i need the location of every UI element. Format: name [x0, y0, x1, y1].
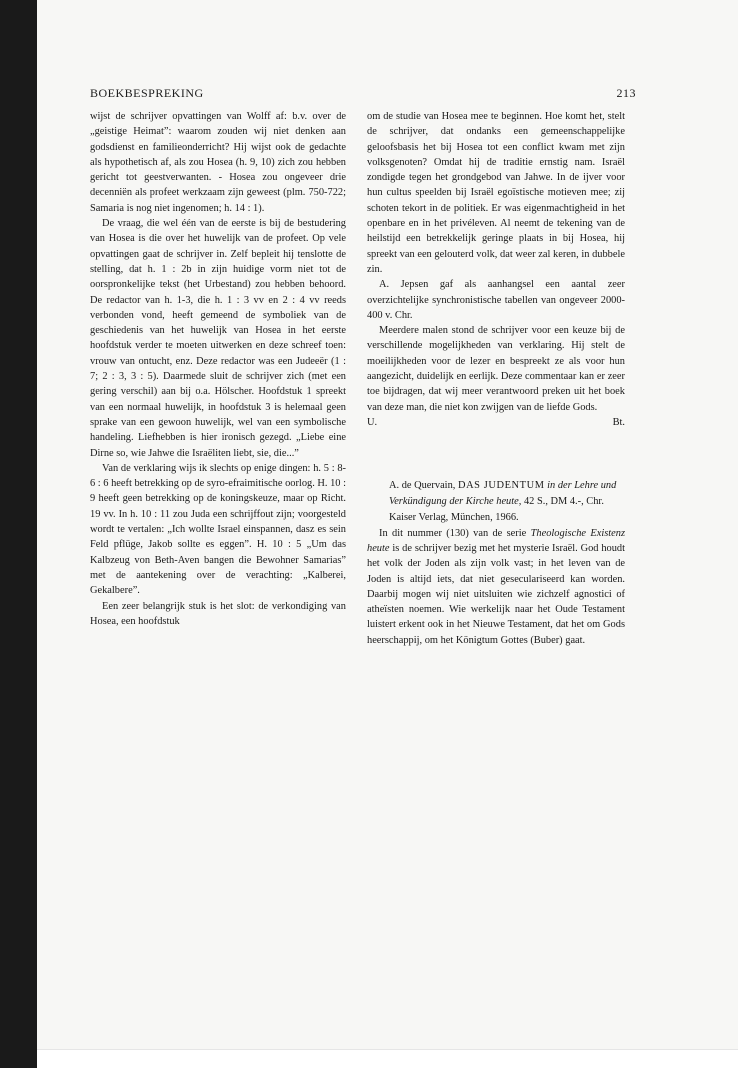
signature-author: Bt.	[612, 416, 625, 428]
paragraph: Van de verklaring wijs ik slechts op enige dingen: h. 5 : 8-6 : 6 heeft betrekking op de syro-efraimitische oorlog. H. 10 : 9 heeft geen betrekking op de koningskeuze, maar op Richt. 19 vv. In h. 10 : 11 zou Juda een schrijffout zijn; voorgesteld wordt te vertalen: „Ich wollte Israel einspannen, dasz es sein Feld pflüge, Jakob sollte es eggen”. H. 10 : 5 „Um das Kalbzeug von Beth-Aven bangen die Bewohner Samarias” met de aantekening over de verachting: „Kalberei, Gekalbere”.	[90, 462, 346, 597]
paragraph-start: In dit nummer (130) van de serie	[379, 527, 531, 539]
page-bottom-edge	[37, 1049, 738, 1068]
biblio-title: DAS JUDENTUM	[457, 480, 545, 492]
review-signature	[367, 415, 625, 430]
biblio-author: A. de Quervain,	[389, 480, 458, 492]
biblio-subtitle: in der Lehre und Verkündigung der Kirche heute,	[389, 480, 617, 508]
signature-initial: U.	[367, 416, 378, 428]
series-title: Theologische Existenz heute	[367, 527, 625, 554]
biblio-publication-details: 42 S., DM 4.-, Chr. Kaiser Verlag, München, 1966.	[389, 496, 604, 523]
page-header	[90, 86, 636, 104]
paragraph-rest: is de schrijver bezig met het mysterie Israël. God houdt het volk der Joden als zijn volk vast; in het leven van de Joden is altijd iets, dat niet geseculariseerd kan worden. Daarbij mogen wij niet uitsluiten wie zichzelf agnostici of atheïsten noemen. Wie werkelijk naar het Oude Testament luistert erkent ook in het Nieuwe Testament, dat het om Gods heerschappij, om het Königtum Gottes (Buber) gaat.	[367, 542, 625, 646]
paragraph: wijst de schrijver opvattingen van Wolff af: b.v. over de „geistige Heimat”: waarom zouden wij niet denken aan godsdienst en familieonderricht? Hij wijst ook de gedachte als hypothetisch af, als zou Hosea (h. 9, 10) zich zou hebben gericht tot geestverwanten. - Hosea zou ongeveer drie decenniën als profeet werkzaam zijn geweest (plm. 750-722; Samaria is nog niet ingenomen; h. 14 : 1).	[90, 111, 346, 214]
paragraph: Meerdere malen stond de schrijver voor een keuze bij de verschillende mogelijkheden van verklaring. Hij stelt de moeilijkheden voor de lezer en bespreekt ze als voor hun aangezicht, duidelijk en eerlijk. Deze commentaar kan er zeer toe bijdragen, dat wij meer verantwoord preken uit het boek van deze man, die niet kon zwijgen van de liefde Gods.	[367, 325, 625, 413]
paragraph	[367, 526, 625, 648]
paragraph: om de studie van Hosea mee te beginnen. Hoe komt het, stelt de schrijver, dat ondanks een gemeenschappelijke geloofsbasis het bij Hosea tot een conflict kwam met zijn volksgenoten? Omdat hij de traditie ernstig nam. Israël zondigde tegen het grondgebod van Jahwe. In de ijver voor hun cultus speelden bij Israël egoïstische motieven mee; zij schoten tekort in de politiek. Er was eigenmachtigheid in het openbare en in het privéleven. Al neemt de tekening van de heilstijd een betrekkelijk geringe plaats in bij Hosea, hij spreekt van een gelouterd volk, dat weer zal keren, in dubbele zin.	[367, 111, 625, 275]
scanned-page	[37, 0, 738, 1068]
left-column	[90, 109, 346, 629]
paragraph: Een zeer belangrijk stuk is het slot: de verkondiging van Hosea, een hoofdstuk	[90, 600, 346, 627]
page-number: 213	[616, 86, 636, 100]
running-title: BOEKBESPREKING	[90, 86, 204, 100]
paragraph: A. Jepsen gaf als aanhangsel een aantal zeer overzichtelijke synchronistische tabellen van ongeveer 2000-400 v. Chr.	[367, 279, 625, 321]
bibliographic-entry	[367, 478, 625, 525]
right-column	[367, 109, 625, 648]
paragraph: De vraag, die wel één van de eerste is bij de bestudering van Hosea is die over het huwelijk van de profeet. Op vele opvattingen gaat de schrijver in. Zelf bepleit hij tenslotte de stelling, dat h. 1 : 2b in zijn huidige vorm niet tot de oorspronkelijke tekst (het Urbestand) zou hebben behoord. De redactor van h. 1-3, die h. 1 : 3 vv en 2 : 4 vv reeds verbonden vond, heeft gemeend de symboliek van de geschiedenis van het huwelijk van Hosea in het eerste hoofdstuk verder te moeten uitwerken en deze schreef toen: vrouw van ontucht, enz. Deze redactor was een Judeeër (1 : 7; 2 : 3, 3 : 5). Daarmede sluit de schrijver zich (met een gering verschil) aan bij o.a. Hölscher. Hoofdstuk 1 spreekt van een normaal huwelijk, in hoofdstuk 3 is helemaal geen sprake van een gewoon huwelijk, wel van een symbolische handeling. Liefhebben is hier ironisch gezegd. „Liebe eine Dirne so, wie Jahwe die Israëliten liebt, sie, die...”	[90, 218, 346, 459]
